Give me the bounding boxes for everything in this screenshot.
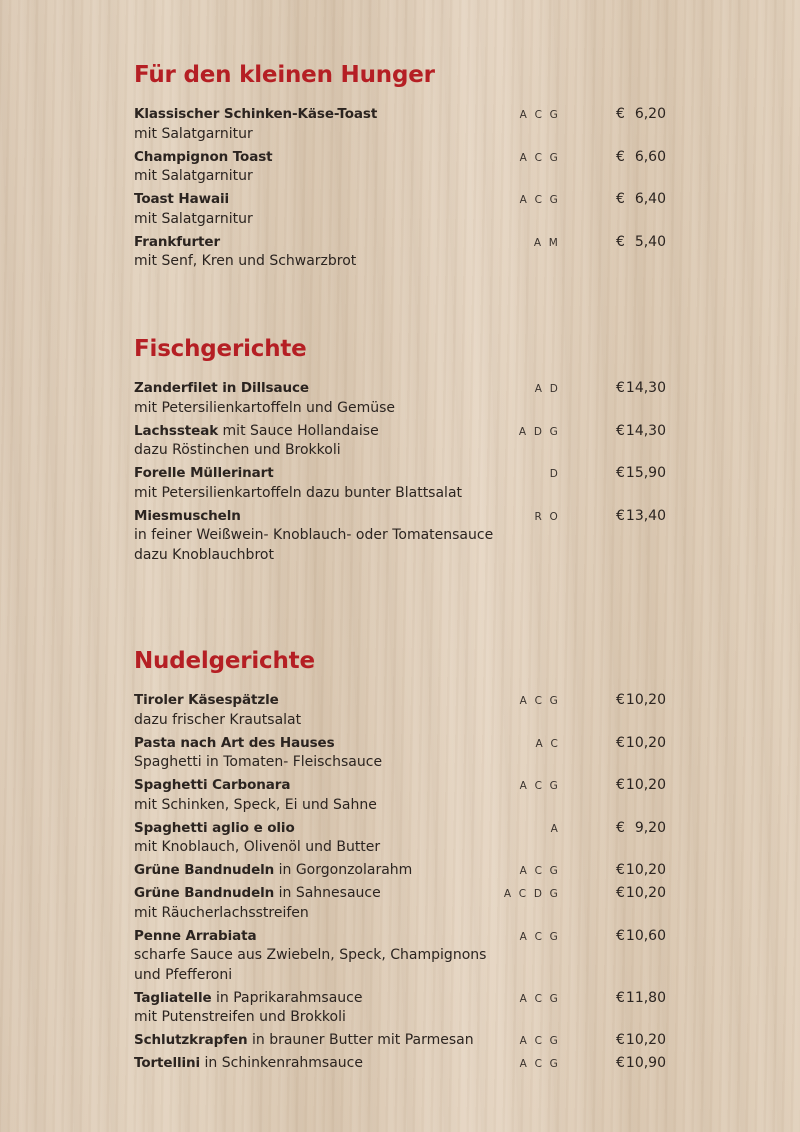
currency-symbol: € bbox=[616, 692, 625, 708]
menu-item-name-suffix: in Paprikarahmsauce bbox=[211, 989, 363, 1006]
menu-item-name: Pasta nach Art des Hauses bbox=[134, 734, 335, 751]
menu-item-name: Spaghetti Carbonara bbox=[134, 777, 291, 793]
menu-item-name-suffix: in Sahnesauce bbox=[274, 885, 381, 901]
currency-symbol: € bbox=[616, 380, 625, 396]
menu-items bbox=[134, 105, 674, 275]
menu-item-title-line bbox=[134, 734, 494, 754]
menu-item-name: Grüne Bandnudeln bbox=[134, 862, 275, 878]
menu-item-name: Spaghetti aglio e olio bbox=[134, 819, 295, 836]
menu-item bbox=[134, 464, 674, 507]
menu-item-title-line bbox=[134, 507, 494, 527]
menu-item-price: 10,20 bbox=[625, 862, 666, 878]
menu-item-description: dazu Knoblauchbrot bbox=[134, 546, 274, 563]
section-fish bbox=[134, 334, 674, 569]
menu-item-name: Miesmuscheln bbox=[134, 507, 241, 524]
menu-item-price: 14,30 bbox=[625, 422, 666, 439]
menu-item bbox=[134, 776, 674, 819]
menu-item bbox=[134, 884, 674, 927]
menu-item-name: Lachssteak bbox=[134, 422, 219, 439]
allergen-codes: A C bbox=[535, 737, 560, 750]
currency-symbol: € bbox=[616, 148, 625, 165]
menu-item bbox=[134, 190, 674, 233]
menu-item bbox=[134, 148, 674, 191]
menu-item-description: mit Petersilienkartoffeln und Gemüse bbox=[134, 399, 396, 416]
menu-item-name: Champignon Toast bbox=[134, 148, 273, 165]
section-title: Nudelgerichte bbox=[134, 648, 315, 674]
currency-symbol: € bbox=[616, 507, 625, 524]
menu-item-title-line bbox=[134, 379, 494, 399]
menu-item-price: 10,20 bbox=[625, 1032, 666, 1048]
allergen-codes: R O bbox=[534, 510, 560, 523]
menu-item-title-line bbox=[134, 927, 494, 947]
menu-items bbox=[134, 691, 674, 1077]
menu-item-description: scharfe Sauce aus Zwiebeln, Speck, Champignons bbox=[134, 947, 487, 963]
menu-item bbox=[134, 691, 674, 734]
menu-item-name-suffix: in brauner Butter mit Parmesan bbox=[247, 1032, 474, 1048]
menu-item-price: 5,40 bbox=[634, 233, 666, 250]
allergen-codes: A M bbox=[533, 236, 560, 249]
menu-item-description: mit Salatgarnitur bbox=[134, 125, 253, 142]
menu-item-title-line bbox=[134, 884, 494, 904]
allergen-codes: A C G bbox=[519, 109, 560, 121]
menu-item-title-line bbox=[134, 861, 494, 881]
menu-item-description: mit Knoblauch, Olivenöl und Butter bbox=[134, 839, 381, 855]
menu-item-title-line bbox=[134, 691, 494, 711]
menu-item-title-line bbox=[134, 233, 494, 253]
menu-item-description: mit Salatgarnitur bbox=[134, 168, 253, 184]
menu-item-price: 14,30 bbox=[625, 380, 666, 396]
menu-item bbox=[134, 379, 674, 422]
menu-item-price: 15,90 bbox=[625, 465, 666, 481]
menu-item-title-line bbox=[134, 1054, 494, 1074]
allergen-codes: A C G bbox=[519, 194, 560, 206]
menu-item bbox=[134, 734, 674, 777]
currency-symbol: € bbox=[616, 233, 625, 250]
menu-item bbox=[134, 105, 674, 148]
menu-item-name: Frankfurter bbox=[134, 233, 221, 250]
menu-item-price: 13,40 bbox=[625, 507, 666, 524]
menu-item-name: Grüne Bandnudeln bbox=[134, 885, 275, 901]
menu-item bbox=[134, 989, 674, 1032]
allergen-codes: A C G bbox=[519, 695, 560, 707]
menu-item-price: 9,20 bbox=[634, 819, 666, 836]
currency-symbol: € bbox=[616, 927, 625, 944]
menu-item-description: Spaghetti in Tomaten- Fleischsauce bbox=[134, 754, 383, 770]
menu-item-title-line bbox=[134, 989, 494, 1009]
menu-item-description: mit Petersilienkartoffeln dazu bunter Blattsalat bbox=[134, 484, 463, 501]
allergen-codes: A bbox=[550, 822, 560, 835]
menu-item-description: mit Räucherlachsstreifen bbox=[134, 904, 309, 921]
menu-item-price: 11,80 bbox=[625, 989, 666, 1006]
menu-item bbox=[134, 422, 674, 465]
menu-item-price: 6,40 bbox=[634, 191, 666, 207]
menu-item-title-line bbox=[134, 1031, 494, 1051]
allergen-codes: A C D G bbox=[503, 888, 560, 900]
allergen-codes: A C G bbox=[519, 151, 560, 164]
currency-symbol: € bbox=[616, 422, 625, 439]
currency-symbol: € bbox=[616, 106, 625, 122]
menu-item-description: dazu Röstinchen und Brokkoli bbox=[134, 442, 341, 458]
allergen-codes: A C G bbox=[519, 992, 560, 1005]
menu-item-title-line bbox=[134, 190, 494, 210]
menu-item-name: Klassischer Schinken-Käse-Toast bbox=[134, 106, 378, 122]
menu-item bbox=[134, 1031, 674, 1054]
menu-item-description: und Pfefferoni bbox=[134, 966, 233, 983]
allergen-codes: A C G bbox=[519, 930, 560, 943]
menu-item-name: Forelle Müllerinart bbox=[134, 465, 274, 481]
menu-item-price: 6,20 bbox=[634, 106, 666, 122]
section-pasta bbox=[134, 646, 674, 1077]
menu-item-name-suffix: mit Sauce Hollandaise bbox=[218, 422, 379, 439]
allergen-codes: A D bbox=[534, 383, 560, 395]
allergen-codes: D bbox=[549, 468, 560, 480]
currency-symbol: € bbox=[616, 819, 625, 836]
menu-item-description: mit Salatgarnitur bbox=[134, 210, 253, 227]
menu-item-title-line bbox=[134, 105, 494, 125]
menu-items bbox=[134, 379, 674, 569]
menu-item-name: Tiroler Käsespätzle bbox=[134, 692, 279, 708]
currency-symbol: € bbox=[616, 1055, 625, 1071]
menu-item-description: in feiner Weißwein- Knoblauch- oder Tomatensauce bbox=[134, 527, 494, 543]
section-title: Fischgerichte bbox=[134, 336, 307, 362]
menu-item-name: Toast Hawaii bbox=[134, 191, 230, 207]
currency-symbol: € bbox=[616, 862, 625, 878]
menu-item bbox=[134, 861, 674, 884]
currency-symbol: € bbox=[616, 191, 625, 207]
menu-item-name: Zanderfilet in Dillsauce bbox=[134, 380, 309, 396]
menu-item-price: 10,20 bbox=[625, 734, 666, 751]
menu-item-name: Penne Arrabiata bbox=[134, 927, 257, 944]
allergen-codes: A C G bbox=[519, 1035, 560, 1047]
menu-item-title-line bbox=[134, 776, 494, 796]
menu-item-name: Tortellini bbox=[134, 1055, 201, 1071]
section-small-hunger bbox=[134, 60, 674, 275]
allergen-codes: A C G bbox=[519, 780, 560, 792]
menu-item-name-suffix: in Schinkenrahmsauce bbox=[200, 1055, 363, 1071]
menu-item-description: mit Putenstreifen und Brokkoli bbox=[134, 1009, 346, 1025]
allergen-codes: A C G bbox=[519, 1058, 560, 1070]
menu-item-description: mit Schinken, Speck, Ei und Sahne bbox=[134, 796, 377, 813]
menu-item-title-line bbox=[134, 819, 494, 839]
menu-item bbox=[134, 1054, 674, 1077]
menu-item-title-line bbox=[134, 148, 494, 168]
menu-item-description: dazu frischer Krautsalat bbox=[134, 711, 302, 728]
currency-symbol: € bbox=[616, 885, 625, 901]
menu-item-name: Schlutzkrapfen bbox=[134, 1032, 248, 1048]
menu-item bbox=[134, 927, 674, 989]
menu-item bbox=[134, 507, 674, 569]
menu-item-price: 6,60 bbox=[634, 148, 666, 165]
menu-item-title-line bbox=[134, 464, 494, 484]
currency-symbol: € bbox=[616, 777, 625, 793]
menu-item-price: 10,20 bbox=[625, 777, 666, 793]
currency-symbol: € bbox=[616, 465, 625, 481]
menu-item-price: 10,90 bbox=[625, 1055, 666, 1071]
menu-item-price: 10,20 bbox=[625, 692, 666, 708]
currency-symbol: € bbox=[616, 989, 625, 1006]
section-title: Für den kleinen Hunger bbox=[134, 62, 435, 88]
allergen-codes: A D G bbox=[518, 425, 560, 438]
menu-item-name-suffix: in Gorgonzolarahm bbox=[274, 862, 413, 878]
allergen-codes: A C G bbox=[519, 865, 560, 877]
currency-symbol: € bbox=[616, 734, 625, 751]
menu-item bbox=[134, 819, 674, 862]
menu-item-name: Tagliatelle bbox=[134, 989, 212, 1006]
menu-item-price: 10,20 bbox=[625, 885, 666, 901]
currency-symbol: € bbox=[616, 1032, 625, 1048]
menu-item-title-line bbox=[134, 422, 494, 442]
menu-item-description: mit Senf, Kren und Schwarzbrot bbox=[134, 253, 357, 269]
menu-item bbox=[134, 233, 674, 276]
menu-item-price: 10,60 bbox=[625, 927, 666, 944]
